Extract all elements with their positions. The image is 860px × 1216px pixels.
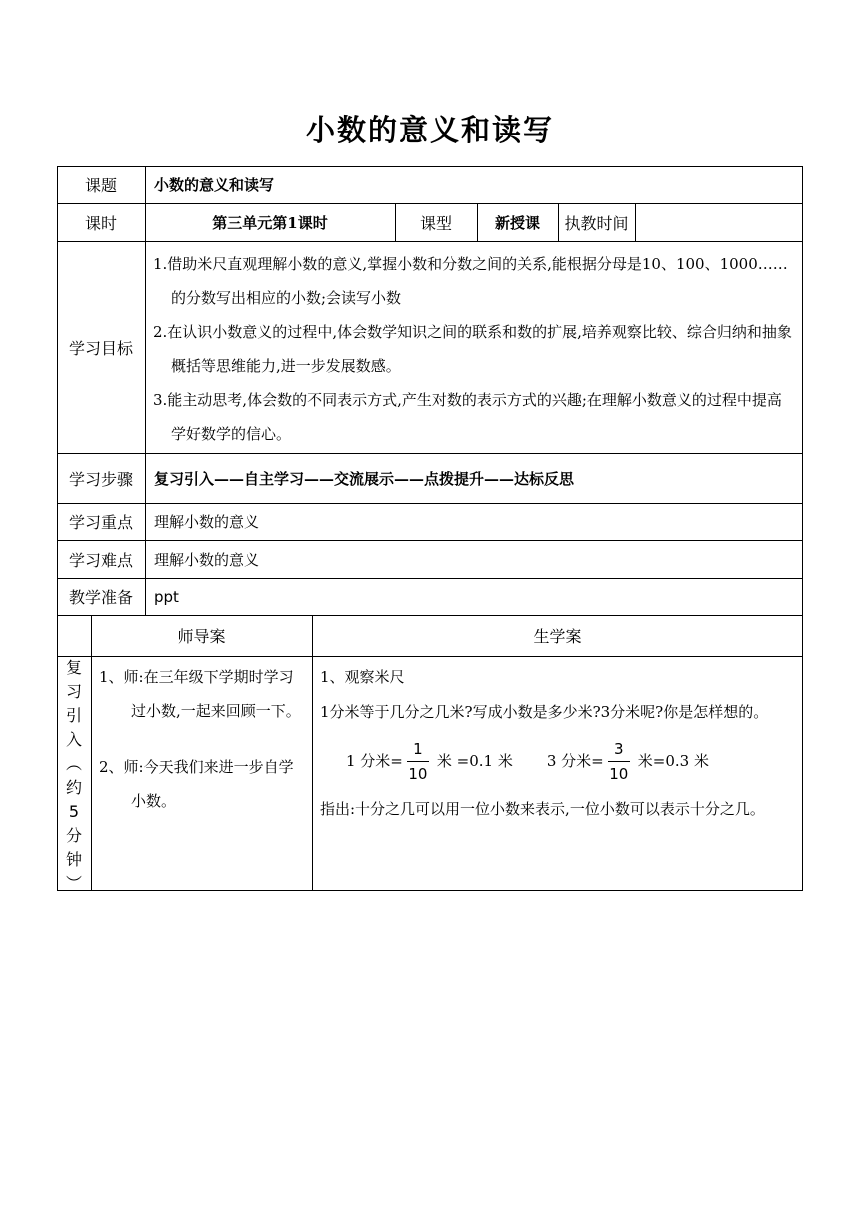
fraction-one-tenth (407, 739, 429, 784)
student-plan-header: 生学案 (533, 627, 582, 646)
teacher-plan-header: 师导案 (177, 627, 226, 646)
student-conclusion: 指出:十分之几可以用一位小数来表示,一位小数可以表示十分之几。 (320, 800, 765, 818)
section-label-char: 引 (65, 706, 82, 725)
section-label-char: 入 (65, 730, 82, 749)
key-point-label: 学习重点 (68, 513, 133, 532)
goal-item: 1.借助米尺直观理解小数的意义,掌握小数和分数之间的关系,能根据分母是10、100、1000……的分数写出相应的小数;会读写小数 (153, 255, 788, 307)
fraction-denominator: 10 (609, 764, 629, 783)
steps-value: 复习引入——自主学习——交流展示——点拨提升——达标反思 (154, 469, 575, 488)
goal-item: 3.能主动思考,体会数的不同表示方式,产生对数的表示方式的兴趣;在理解小数意义的过程中提高学好数学的信心。 (153, 391, 782, 443)
section-label-char: 钟 (65, 850, 82, 869)
fraction-equations (320, 730, 795, 792)
difficulty-label: 学习难点 (68, 550, 133, 570)
equation-2-suffix: 米=0.3 米 (637, 751, 709, 770)
fraction-numerator: 1 (413, 739, 423, 758)
key-point-value: 理解小数的意义 (154, 513, 260, 531)
fraction-bar (407, 761, 429, 762)
topic-label: 课题 (84, 176, 117, 195)
table-border-bottom (57, 890, 803, 891)
fraction-numerator: 3 (613, 739, 624, 758)
lesson-plan-table (57, 166, 803, 891)
preparation-value: ppt (154, 587, 179, 606)
period-label: 课时 (84, 213, 117, 233)
student-step-title: 1、观察米尺 (320, 668, 405, 686)
section-label-char: 习 (65, 682, 82, 701)
section-label-review (57, 656, 91, 893)
topic-value: 小数的意义和读写 (154, 176, 275, 194)
teacher-item: 1、师:在三年级下学期时学习过小数,一起来回顾一下。 (99, 668, 301, 720)
section-label-char: ︵ (65, 754, 82, 773)
page-title: 小数的意义和读写 (305, 113, 554, 147)
lesson-type-value: 新授课 (494, 213, 540, 232)
preparation-label: 教学准备 (68, 588, 133, 607)
equation-2-prefix: 3 分米= (546, 751, 604, 770)
period-value: 第三单元第1课时 (212, 213, 328, 232)
teaching-date-label: 执教时间 (564, 213, 629, 233)
teacher-item: 2、师:今天我们来进一步自学小数。 (99, 758, 294, 810)
goal-item: 2.在认识小数意义的过程中,体会数学知识之间的联系和数的扩展,培养观察比较、综合归纳和抽象概括等思维能力,进一步发展数感。 (153, 323, 792, 375)
goals-label: 学习目标 (68, 338, 133, 358)
teacher-plan-content (91, 656, 312, 890)
equation-1-suffix: 米 =0.1 米 (436, 751, 513, 770)
difficulty-value: 理解小数的意义 (154, 550, 260, 569)
student-plan-content (312, 656, 803, 890)
steps-label: 学习步骤 (68, 469, 133, 489)
fraction-denominator: 10 (408, 764, 428, 783)
section-label-char: 5 (68, 802, 80, 821)
section-label-char: ︶ (65, 874, 82, 893)
goals-list (145, 241, 803, 453)
section-label-char: 复 (65, 658, 82, 677)
fraction-bar (608, 761, 630, 762)
fraction-three-tenths (608, 739, 630, 784)
teaching-date-value (635, 203, 803, 241)
equation-1-prefix: 1 分米= (346, 751, 403, 770)
student-question: 1分米等于几分之几米?写成小数是多少米?3分米呢?你是怎样想的。 (320, 703, 769, 721)
section-label-char: 分 (65, 826, 82, 845)
lesson-type-label: 课型 (419, 213, 452, 233)
section-label-char: 约 (65, 778, 82, 797)
